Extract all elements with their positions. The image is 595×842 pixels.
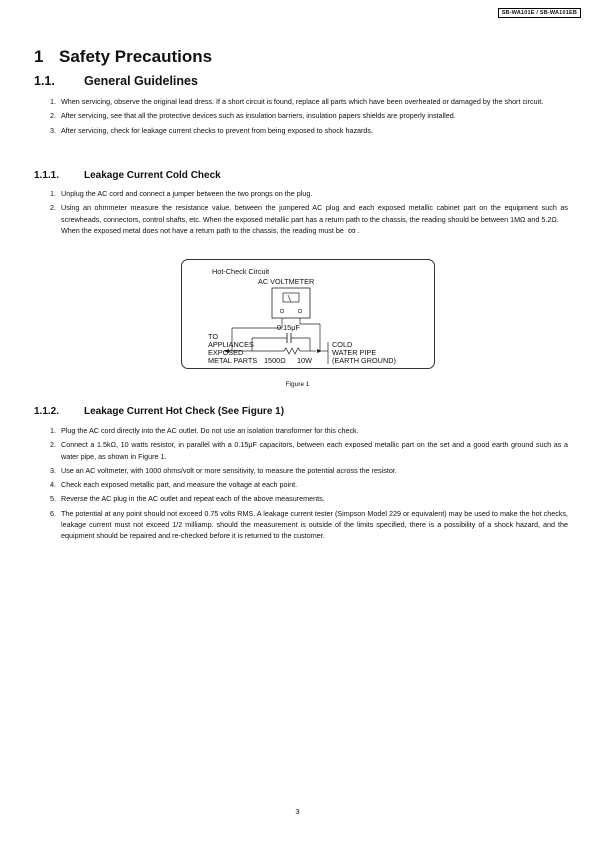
circuit-diagram bbox=[182, 260, 434, 368]
list-item: 1. Plug the AC cord directly into the AC outlet. Do not use an isolation transformer for this check. bbox=[50, 426, 359, 435]
list-item: 5. Reverse the AC plug in the AC outlet and repeat each of the above measurements. bbox=[50, 494, 325, 504]
heading-text: Leakage Current Hot Check (See Figure 1) bbox=[84, 406, 285, 417]
resistor-value: 1500Ω bbox=[264, 356, 286, 365]
infinity-symbol: ∞ bbox=[347, 224, 356, 237]
voltmeter-icon bbox=[272, 288, 310, 318]
figure-caption: Figure 1 bbox=[285, 381, 310, 388]
heading-number: 1.1.1. bbox=[34, 170, 60, 181]
circuit-title: Hot-Check Circuit bbox=[212, 267, 270, 276]
list-item: 1. Unplug the AC cord and connect a jumper between the two prongs on the plug. bbox=[50, 189, 313, 198]
hot-check-heading bbox=[34, 406, 284, 417]
left-label-exposed: EXPOSED bbox=[208, 348, 244, 357]
list-item: 2. Connect a 1.5kΩ, 10 watts resistor, in parallel with a 0.15μF capacitors, between each exposed metallic part on the set and a good earth ground such as a water pipe, as shown in Figure 1. bbox=[50, 440, 568, 461]
capacitor-value: 0.15μF bbox=[277, 323, 300, 332]
list-item: 3. After servicing, check for leakage current checks to prevent from being exposed to shock hazards. bbox=[50, 125, 374, 135]
list-item: 3. Use an AC voltmeter, with 1000 ohms/volt or more sensitivity, to measure the potential across the resistor. bbox=[50, 465, 397, 475]
heading-text: General Guidelines bbox=[84, 74, 198, 88]
meter-terminal bbox=[280, 309, 284, 313]
resistor-icon bbox=[284, 348, 300, 354]
heading-text: Leakage Current Cold Check bbox=[84, 170, 221, 181]
left-label-metal-parts: METAL PARTS bbox=[208, 356, 258, 365]
list-item: 1. When servicing, observe the original lead dress. If a short circuit is found, replace all parts which have been overheated or damaged by the short circuit. bbox=[50, 97, 544, 106]
hot-check-circuit-figure bbox=[181, 259, 435, 369]
section-number: 1 bbox=[34, 47, 44, 66]
list-item: 2. After servicing, see that all the protective devices such as insulation barriers, insulation papers shields are properly installed. bbox=[50, 111, 456, 121]
list-item: 2. Using an ohmmeter measure the resistance value, between the jumpered AC plug and each exposed metallic cabinet part on the equipment such as screwheads, connectors, control shafts, etc. When the exposed metallic part has a return path to the chassis, the reading should be between 1MΩ and 5.2Ω. When the exposed metal does not have a return path to the chassis, the reading must be ∞ . bbox=[50, 203, 568, 237]
cold-check-heading bbox=[34, 170, 221, 181]
cold-check-list bbox=[50, 188, 568, 240]
right-label-earth-ground: (EARTH GROUND) bbox=[332, 356, 396, 365]
section-title-text: Safety Precautions bbox=[59, 47, 213, 66]
resistor-watts: 10W bbox=[297, 356, 313, 365]
heading-number: 1.1.2. bbox=[34, 406, 60, 417]
cold-check-note: When the exposed metal does not have a return path to the chassis, the reading must be ∞ . bbox=[61, 224, 360, 237]
left-label-to: TO bbox=[208, 332, 219, 341]
section-title bbox=[34, 47, 212, 67]
general-guidelines-list bbox=[50, 96, 568, 139]
right-arrow-icon bbox=[317, 349, 322, 353]
general-guidelines-heading bbox=[34, 74, 198, 88]
right-label-cold: COLD bbox=[332, 340, 353, 349]
meter-terminal bbox=[298, 309, 302, 313]
model-header: SB-WA101E / SB-WA101EB bbox=[498, 8, 581, 18]
meter-dial bbox=[283, 293, 299, 302]
list-item: 4. Check each exposed metallic part, and measure the voltage at each point. bbox=[50, 480, 298, 490]
meter-needle bbox=[288, 295, 291, 302]
voltmeter-label: AC VOLTMETER bbox=[258, 277, 315, 286]
heading-number: 1.1. bbox=[34, 74, 55, 88]
list-item: 6. The potential at any point should not exceed 0.75 volts RMS. A leakage current tester (Simpson Model 229 or equivalent) may be used to make the hot checks, leakage current must not exceed 1/2 milliamp. should the measurement is outside of the limits specified, there is a possibility of a shock hazard, and the equipment should be repaired and re-checked before it is returned to the customer. bbox=[50, 508, 568, 541]
left-label-appliances: APPLIANCES bbox=[208, 340, 254, 349]
hot-check-list bbox=[50, 425, 568, 544]
right-label-water-pipe: WATER PIPE bbox=[332, 348, 377, 357]
page-number: 3 bbox=[295, 807, 300, 816]
